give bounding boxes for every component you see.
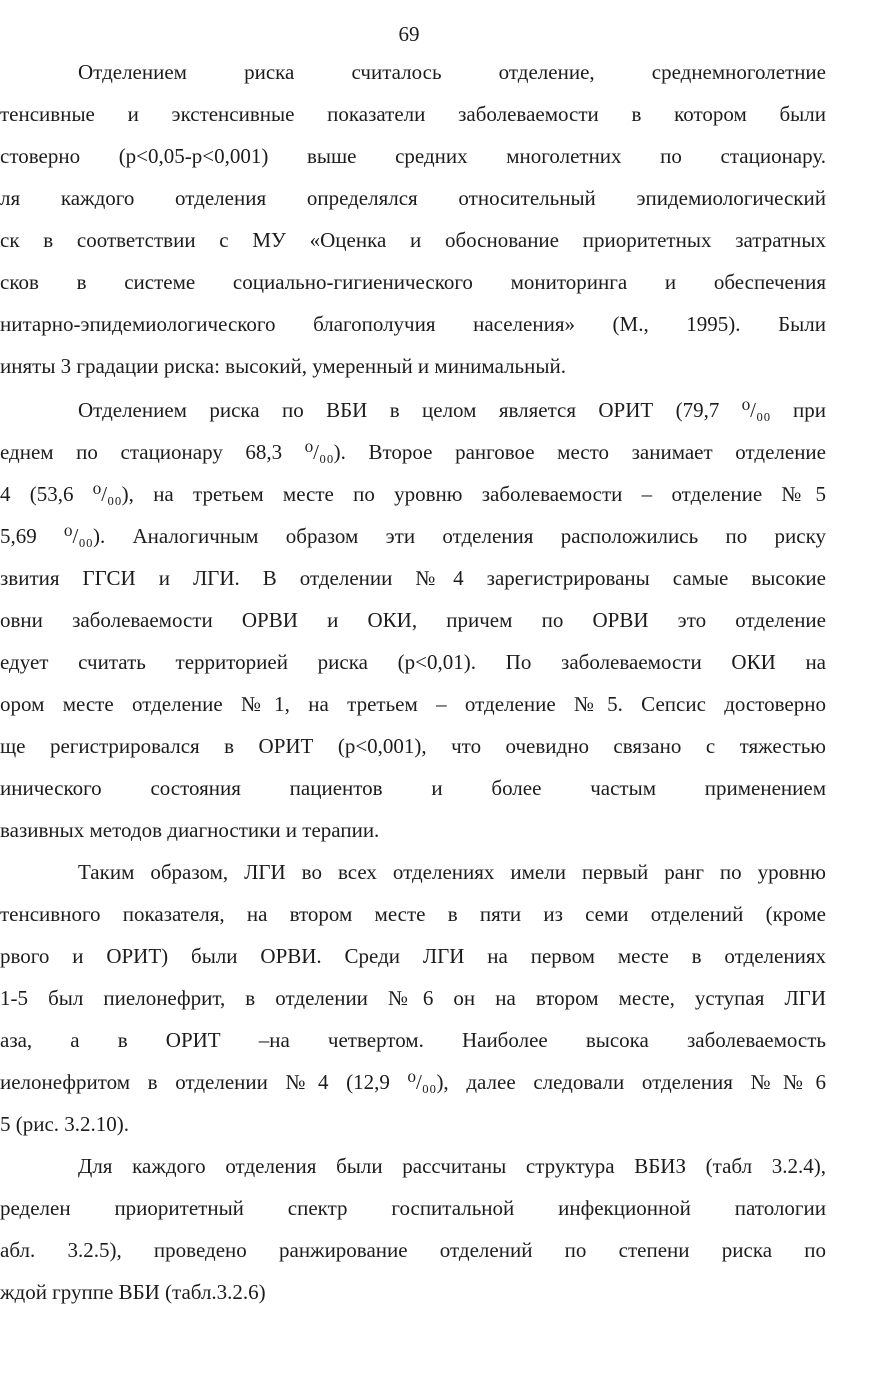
text-line: инического состояния пациентов и более частым применением [0,776,826,800]
text-line: вазивных методов диагностики и терапии. [0,818,380,842]
text-line: 4 (53,6 ⁰/₀₀), на третьем месте по уровню заболеваемости – отделение №5 [0,482,826,506]
text-line: абл. 3.2.5), проведено ранжирование отделений по степени риска по [0,1238,826,1262]
text-line: нитарно-эпидемиологического благополучия населения» (М., 1995). Были [0,312,826,336]
text-line: Таким образом, ЛГИ во всех отделениях имели первый ранг по уровню [78,860,826,884]
text-line: тенсивные и экстенсивные показатели заболеваемости в котором были [0,102,826,126]
text-line: еднем по стационару 68,3 ⁰/₀₀). Второе ранговое место занимает отделение [0,440,826,464]
text-line: ором месте отделение №1, на третьем – отделение №5. Сепсис достоверно [0,692,826,716]
text-line: 5 (рис. 3.2.10). [0,1112,130,1136]
text-line: ределен приоритетный спектр госпитальной инфекционной патологии [0,1196,826,1220]
text-line: рвого и ОРИТ) были ОРВИ. Среди ЛГИ на первом месте в отделениях [0,944,826,968]
text-line: ще регистрировался в ОРИТ (р<0,001), что очевидно связано с тяжестью [0,734,826,758]
text-line: звития ГГСИ и ЛГИ. В отделении №4 зарегистрированы самые высокие [0,566,826,590]
text-line: аза, а в ОРИТ –на четвертом. Наиболее высока заболеваемость [0,1028,826,1052]
text-line: стоверно (р<0,05-р<0,001) выше средних многолетних по стационару. [0,144,826,168]
text-line: ждой группе ВБИ (табл.3.2.6) [0,1280,266,1304]
text-line: иняты 3 градации риска: высокий, умеренный и минимальный. [0,354,566,378]
text-line: 1-5 был пиелонефрит, в отделении №6 он на втором месте, уступая ЛГИ [0,986,826,1010]
text-line: ск в соответствии с МУ «Оценка и обоснование приоритетных затратных [0,228,826,252]
text-line: иелонефритом в отделении №4 (12,9 ⁰/₀₀), далее следовали отделения №№6 [0,1070,826,1094]
text-line: Отделением риска по ВБИ в целом является ОРИТ (79,7 ⁰/₀₀ при [78,398,826,422]
page-number: 69 [398,22,420,46]
text-line: сков в системе социально-гигиенического мониторинга и обеспечения [0,270,826,294]
text-line: овни заболеваемости ОРВИ и ОКИ, причем по ОРВИ это отделение [0,608,826,632]
text-line: тенсивного показателя, на втором месте в пяти из семи отделений (кроме [0,902,826,926]
text-line: Для каждого отделения были рассчитаны структура ВБИЗ (табл 3.2.4), [78,1154,826,1178]
text-line: едует считать территорией риска (р<0,01). По заболеваемости ОКИ на [0,650,826,674]
text-line: 5,69 ⁰/₀₀). Аналогичным образом эти отделения расположились по риску [0,524,826,548]
text-line: Отделением риска считалось отделение, среднемноголетние [78,60,826,84]
text-line: ля каждого отделения определялся относительный эпидемиологический [0,186,826,210]
